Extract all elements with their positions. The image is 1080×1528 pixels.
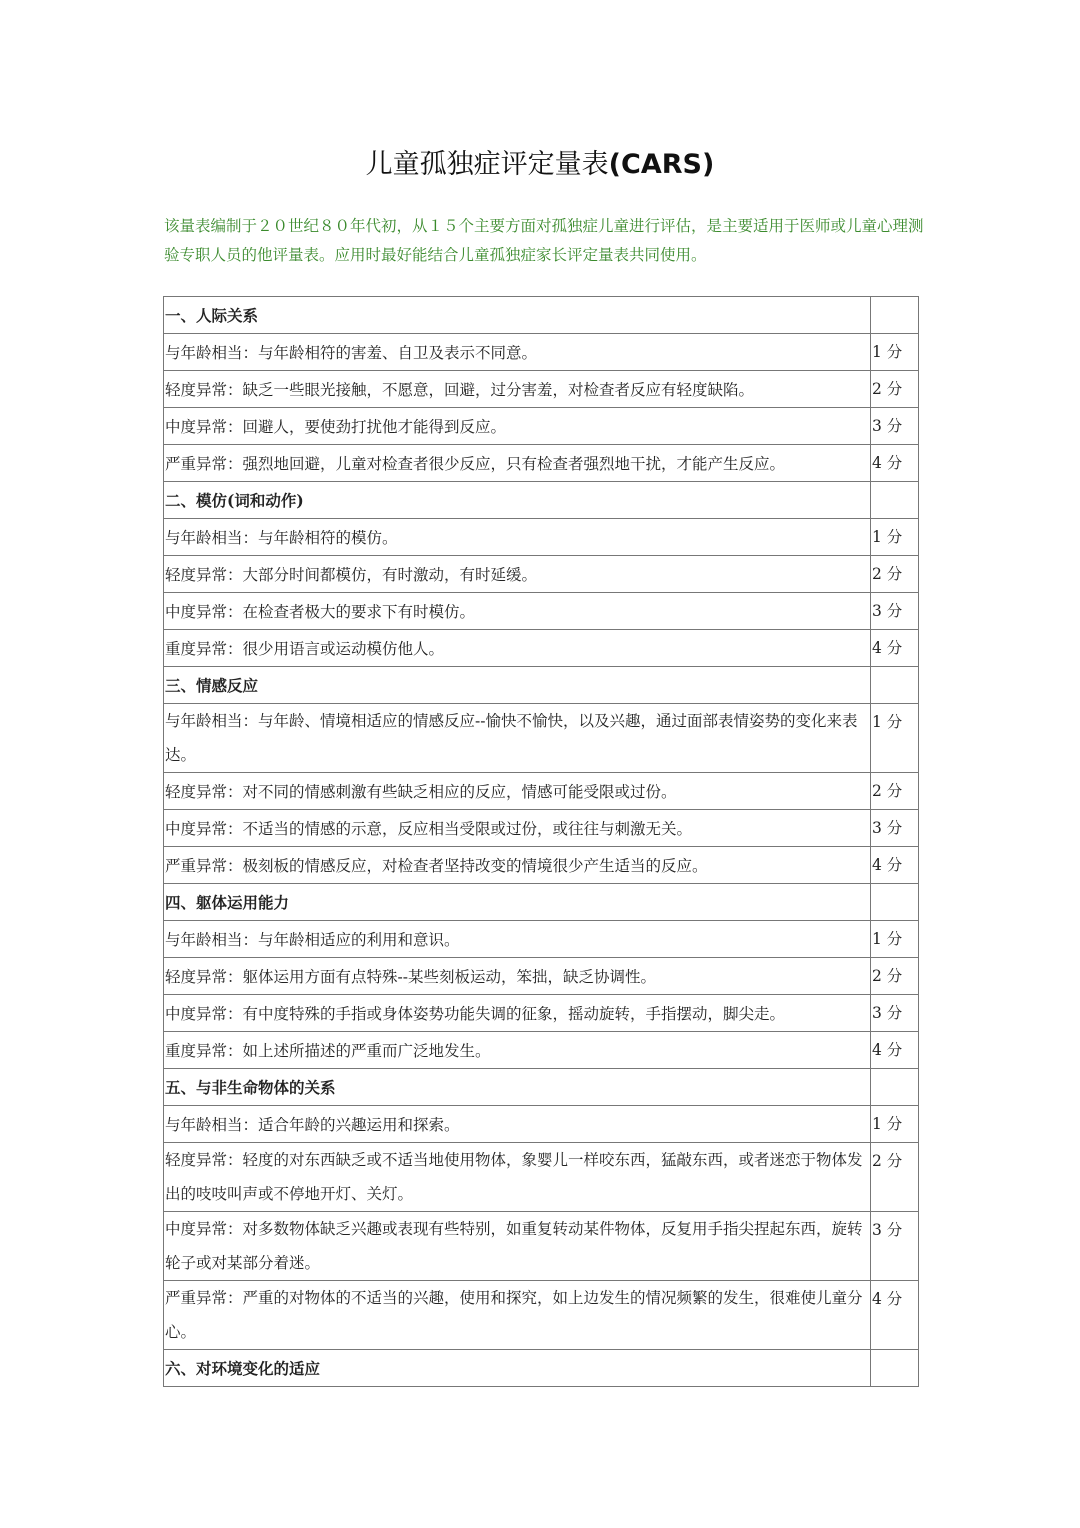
item-score: 4 分 (871, 445, 919, 482)
table-row (164, 630, 919, 667)
item-description: 重度异常：很少用语言或运动模仿他人。 (164, 630, 871, 667)
section-title: 六、对环境变化的适应 (164, 1350, 871, 1387)
table-row (164, 1143, 919, 1212)
item-description: 严重异常：强烈地回避，儿童对检查者很少反应，只有检查者强烈地干扰，才能产生反应。 (164, 445, 871, 482)
section-score-cell (871, 297, 919, 334)
item-score: 2 分 (871, 958, 919, 995)
item-score: 2 分 (871, 1143, 919, 1212)
table-row (164, 593, 919, 630)
table-row (164, 371, 919, 408)
table-row (164, 519, 919, 556)
table-row (164, 1281, 919, 1350)
table-row (164, 704, 919, 773)
section-header-row (164, 297, 919, 334)
item-description: 与年龄相当：与年龄相符的模仿。 (164, 519, 871, 556)
section-score-cell (871, 1350, 919, 1387)
item-score: 3 分 (871, 408, 919, 445)
item-description: 与年龄相当：与年龄相符的害羞、自卫及表示不同意。 (164, 334, 871, 371)
item-score: 4 分 (871, 1032, 919, 1069)
table-row (164, 958, 919, 995)
page-title (0, 142, 1080, 181)
table-row (164, 408, 919, 445)
item-score: 3 分 (871, 995, 919, 1032)
item-score: 4 分 (871, 1281, 919, 1350)
table-row (164, 995, 919, 1032)
rating-scale-table (163, 296, 919, 1387)
item-score: 4 分 (871, 847, 919, 884)
item-description: 中度异常：有中度特殊的手指或身体姿势功能失调的征象，摇动旋转，手指摆动，脚尖走。 (164, 995, 871, 1032)
item-score: 4 分 (871, 630, 919, 667)
item-score: 2 分 (871, 556, 919, 593)
section-header-row (164, 482, 919, 519)
table-row (164, 810, 919, 847)
item-description: 轻度异常：大部分时间都模仿，有时激动，有时延缓。 (164, 556, 871, 593)
section-score-cell (871, 482, 919, 519)
section-title: 三、情感反应 (164, 667, 871, 704)
page-title-en: (CARS) (608, 149, 715, 180)
section-title: 五、与非生命物体的关系 (164, 1069, 871, 1106)
item-score: 3 分 (871, 593, 919, 630)
item-score: 1 分 (871, 334, 919, 371)
item-description: 重度异常：如上述所描述的严重而广泛地发生。 (164, 1032, 871, 1069)
item-description: 严重异常：严重的对物体的不适当的兴趣，使用和探究，如上边发生的情况频繁的发生，很难使儿童分心。 (164, 1281, 871, 1350)
intro-paragraph: 该量表编制于２０世纪８０年代初，从１５个主要方面对孤独症儿童进行评估，是主要适用于医师或儿童心理测验专职人员的他评量表。应用时最好能结合儿童孤独症家长评定量表共同使用。 (164, 217, 924, 264)
item-description: 与年龄相当：与年龄、情境相适应的情感反应--愉快不愉快，以及兴趣，通过面部表情姿势的变化来表达。 (164, 704, 871, 773)
table-row (164, 334, 919, 371)
item-score: 3 分 (871, 810, 919, 847)
item-score: 1 分 (871, 519, 919, 556)
item-description: 与年龄相当：适合年龄的兴趣运用和探索。 (164, 1106, 871, 1143)
item-score: 1 分 (871, 1106, 919, 1143)
rating-scale-body (164, 297, 919, 1387)
table-row (164, 556, 919, 593)
item-score: 3 分 (871, 1212, 919, 1281)
table-row (164, 921, 919, 958)
section-title: 二、模仿(词和动作) (164, 482, 871, 519)
item-description: 轻度异常：缺乏一些眼光接触，不愿意，回避，过分害羞，对检查者反应有轻度缺陷。 (164, 371, 871, 408)
section-header-row (164, 1350, 919, 1387)
item-score: 2 分 (871, 773, 919, 810)
item-score: 2 分 (871, 371, 919, 408)
section-score-cell (871, 667, 919, 704)
item-description: 中度异常：不适当的情感的示意，反应相当受限或过份，或往往与刺激无关。 (164, 810, 871, 847)
section-header-row (164, 884, 919, 921)
item-description: 严重异常：极刻板的情感反应，对检查者坚持改变的情境很少产生适当的反应。 (164, 847, 871, 884)
section-header-row (164, 1069, 919, 1106)
section-header-row (164, 667, 919, 704)
section-title: 四、躯体运用能力 (164, 884, 871, 921)
item-description: 中度异常：对多数物体缺乏兴趣或表现有些特别，如重复转动某件物体，反复用手指尖捏起东西，旋转轮子或对某部分着迷。 (164, 1212, 871, 1281)
table-row (164, 445, 919, 482)
table-row (164, 1106, 919, 1143)
item-score: 1 分 (871, 921, 919, 958)
table-row (164, 773, 919, 810)
table-row (164, 1212, 919, 1281)
section-score-cell (871, 884, 919, 921)
item-description: 中度异常：在检查者极大的要求下有时模仿。 (164, 593, 871, 630)
item-description: 轻度异常：对不同的情感刺激有些缺乏相应的反应，情感可能受限或过份。 (164, 773, 871, 810)
table-row (164, 847, 919, 884)
item-description: 中度异常：回避人，要使劲打扰他才能得到反应。 (164, 408, 871, 445)
item-description: 轻度异常：躯体运用方面有点特殊--某些刻板运动，笨拙，缺乏协调性。 (164, 958, 871, 995)
section-score-cell (871, 1069, 919, 1106)
section-title: 一、人际关系 (164, 297, 871, 334)
page-title-cn: 儿童孤独症评定量表 (365, 149, 609, 180)
item-description: 轻度异常：轻度的对东西缺乏或不适当地使用物体，象婴儿一样咬东西，猛敲东西，或者迷恋于物体发出的吱吱叫声或不停地开灯、关灯。 (164, 1143, 871, 1212)
item-description: 与年龄相当：与年龄相适应的利用和意识。 (164, 921, 871, 958)
item-score: 1 分 (871, 704, 919, 773)
table-row (164, 1032, 919, 1069)
